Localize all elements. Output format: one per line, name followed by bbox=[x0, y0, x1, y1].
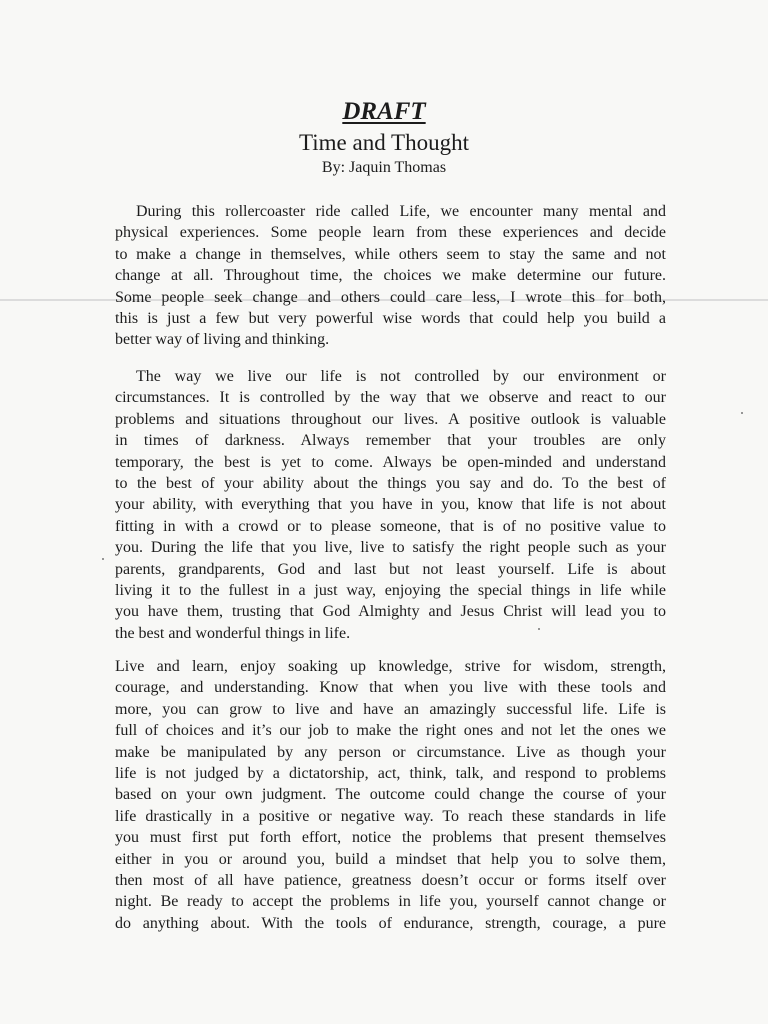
text-line: your ability, with everything that you have in you, know that life is not about bbox=[115, 496, 666, 514]
text-line: courage, and understanding. Know that when you live with these tools and bbox=[115, 679, 666, 697]
text-line: to make a change in themselves, while others seem to stay the same and not bbox=[115, 245, 666, 263]
paragraph-2 bbox=[115, 366, 666, 644]
text-line: to the best of your ability about the things you say and do. To the best of bbox=[115, 475, 666, 493]
text-line: change at all. Throughout time, the choices we make determine our future. bbox=[115, 267, 666, 285]
text-line: circumstances. It is controlled by the way that we observe and react to our bbox=[115, 389, 666, 407]
text-line: make be manipulated by any person or circumstance. Live as though your bbox=[115, 743, 666, 761]
text-line: life is not judged by a dictatorship, act, think, talk, and respond to problems bbox=[115, 765, 666, 783]
text-line: do anything about. With the tools of endurance, strength, courage, a pure bbox=[115, 914, 666, 932]
text-line: life drastically in a positive or negative way. To reach these standards in life bbox=[115, 807, 666, 825]
text-line: more, you can grow to live and have an amazingly successful life. Life is bbox=[115, 700, 666, 718]
paragraph-1 bbox=[115, 201, 666, 351]
text-line: you must first put forth effort, notice the problems that present themselves bbox=[115, 829, 666, 847]
scan-speck bbox=[102, 558, 104, 560]
text-line: in times of darkness. Always remember that your troubles are only bbox=[115, 432, 666, 450]
text-line: temporary, the best is yet to come. Always be open-minded and understand bbox=[115, 453, 666, 471]
text-line: the best and wonderful things in life. bbox=[115, 624, 351, 642]
text-line: you have them, trusting that God Almighty and Jesus Christ will lead you to bbox=[115, 603, 666, 621]
text-line: this is just a few but very powerful wise words that could help you build a bbox=[115, 310, 666, 328]
text-line: problems and situations throughout our lives. A positive outlook is valuable bbox=[115, 410, 666, 428]
text-line: Live and learn, enjoy soaking up knowledge, strive for wisdom, strength, bbox=[115, 658, 666, 675]
text-line: full of choices and it’s our job to make the right ones and not let the ones we bbox=[115, 722, 666, 740]
text-line: The way we live our life is not controlled by our environment or bbox=[136, 368, 666, 385]
text-line: based on your own judgment. The outcome could change the course of your bbox=[115, 786, 666, 804]
text-line: living it to the fullest in a just way, enjoying the special things in life while bbox=[115, 582, 666, 600]
text-line: During this rollercoaster ride called Life, we encounter many mental and bbox=[136, 203, 666, 220]
scan-speck bbox=[741, 412, 743, 414]
document-title: Time and Thought bbox=[299, 130, 469, 155]
draft-label: DRAFT bbox=[342, 98, 426, 125]
text-line: you. During the life that you live, live to satisfy the right people such as your bbox=[115, 539, 666, 557]
text-line: then most of all have patience, greatness doesn’t occur or forms itself over bbox=[115, 872, 666, 890]
text-line: parents, grandparents, God and last but not least yourself. Life is about bbox=[115, 560, 666, 578]
text-line: fitting in with a crowd or to please someone, that is of no positive value to bbox=[115, 517, 666, 535]
text-line: physical experiences. Some people learn from these experiences and decide bbox=[115, 224, 666, 242]
text-line: either in you or around you, build a mindset that help you to solve them, bbox=[115, 850, 666, 868]
text-line: Some people seek change and others could care less, I wrote this for both, bbox=[115, 288, 666, 306]
text-line: night. Be ready to accept the problems in life you, yourself cannot change or bbox=[115, 893, 666, 911]
text-line: better way of living and thinking. bbox=[115, 331, 330, 349]
paragraph-3 bbox=[115, 656, 666, 934]
document-byline: By: Jaquin Thomas bbox=[321, 159, 447, 176]
